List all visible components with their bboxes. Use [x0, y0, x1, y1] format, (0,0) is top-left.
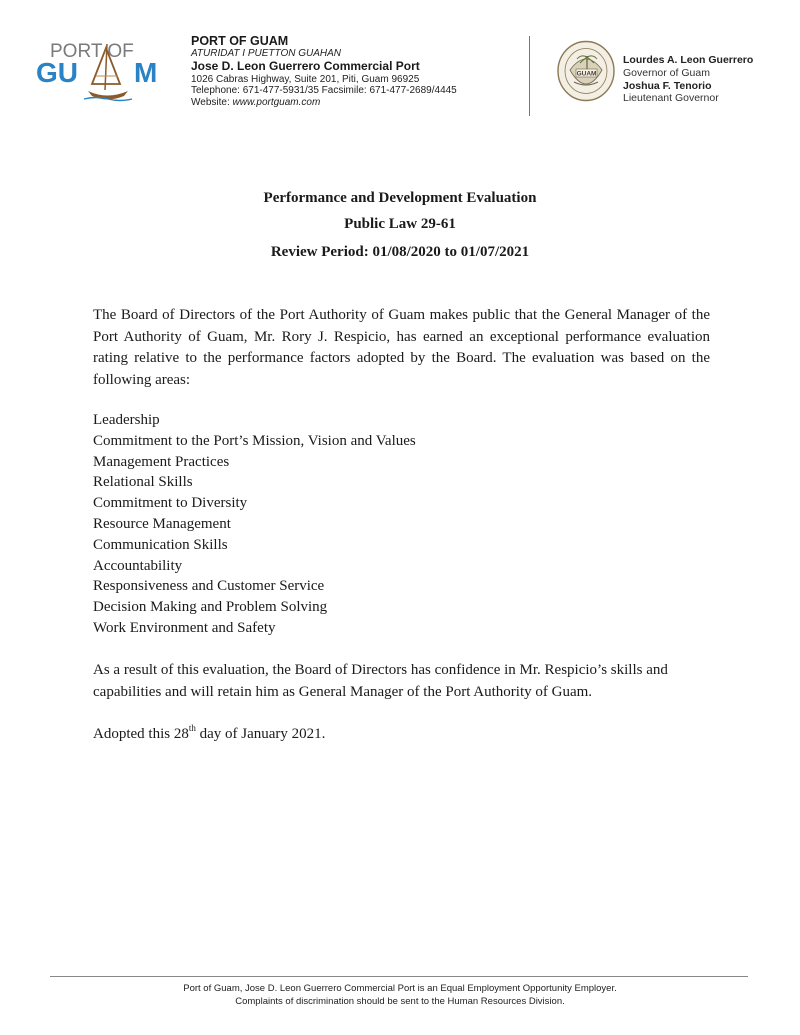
adoption-date-line	[93, 719, 325, 745]
footer-divider	[50, 976, 748, 977]
document-title: Performance and Development Evaluation	[263, 190, 537, 206]
logo-text-port-of: PORT OF	[50, 41, 134, 62]
port-contact-block	[191, 34, 531, 108]
port-address: 1026 Cabras Highway, Suite 201, Piti, Guam 96925	[191, 73, 420, 85]
list-item: Management Practices	[93, 453, 230, 470]
seal-center-text: GUAM	[576, 70, 597, 78]
footer	[0, 982, 800, 1008]
website-label: Website:	[191, 96, 233, 108]
list-item: Resource Management	[93, 515, 231, 532]
header-divider	[529, 36, 530, 116]
port-of-guam-logo	[34, 36, 164, 110]
list-item: Responsiveness and Customer Service	[93, 578, 325, 595]
website-link[interactable]: www.portguam.com	[232, 96, 321, 108]
footer-eeo-statement: Port of Guam, Jose D. Leon Guerrero Commercial Port is an Equal Employment Opportunity Employer.	[183, 983, 617, 994]
port-building-name: Jose D. Leon Guerrero Commercial Port	[191, 58, 420, 73]
public-law-reference: Public Law 29-61	[344, 216, 456, 232]
list-item: Communication Skills	[93, 536, 228, 553]
port-website	[191, 97, 531, 109]
review-period: Review Period: 01/08/2020 to 01/07/2021	[270, 244, 530, 260]
governor-name: Lourdes A. Leon Guerrero	[623, 54, 754, 66]
evaluation-areas-list	[93, 410, 416, 639]
lieutenant-governor-title: Lieutenant Governor	[623, 92, 719, 105]
adopted-ordinal-suffix: th	[188, 723, 196, 733]
adopted-suffix: day of January 2021.	[195, 726, 326, 742]
conclusion-paragraph: As a result of this evaluation, the Board of Directors has confidence in Mr. Respicio’s skills and capabilities and will retain him as General Manager of the Port Authority of Guam.	[93, 662, 668, 700]
port-tagline: ATURIDAT I PUETTON GUAHAN	[191, 48, 342, 60]
port-name: PORT OF GUAM	[191, 34, 289, 48]
list-item: Commitment to Diversity	[93, 495, 248, 512]
governor-title: Governor of Guam	[623, 66, 710, 79]
list-item: Decision Making and Problem Solving	[93, 599, 328, 616]
logo-text-m: M	[134, 57, 158, 88]
logo-text-gu: GU	[36, 57, 78, 88]
list-item: Leadership	[93, 412, 160, 428]
great-seal-of-guam-icon	[556, 40, 616, 102]
list-item: Relational Skills	[93, 474, 193, 491]
port-phone: Telephone: 671-477-5931/35 Facsimile: 671-477-2689/4445	[191, 85, 457, 97]
list-item: Commitment to the Port’s Mission, Vision and Values	[93, 432, 416, 449]
officials-block	[623, 54, 753, 105]
lieutenant-governor-name: Joshua F. Tenorio	[623, 79, 712, 92]
footer-complaints-statement: Complaints of discrimination should be sent to the Human Resources Division.	[235, 996, 565, 1007]
list-item: Work Environment and Safety	[93, 619, 276, 636]
list-item: Accountability	[93, 557, 183, 574]
intro-paragraph: The Board of Directors of the Port Authority of Guam makes public that the General Manager of the Port Authority of Guam, Mr. Rory J. Respicio, has earned an exceptional performance evaluation rating relative to the performance factors adopted by the Board. The evaluation was based on the following areas:	[93, 307, 710, 388]
adopted-prefix: Adopted this 28	[93, 726, 189, 742]
